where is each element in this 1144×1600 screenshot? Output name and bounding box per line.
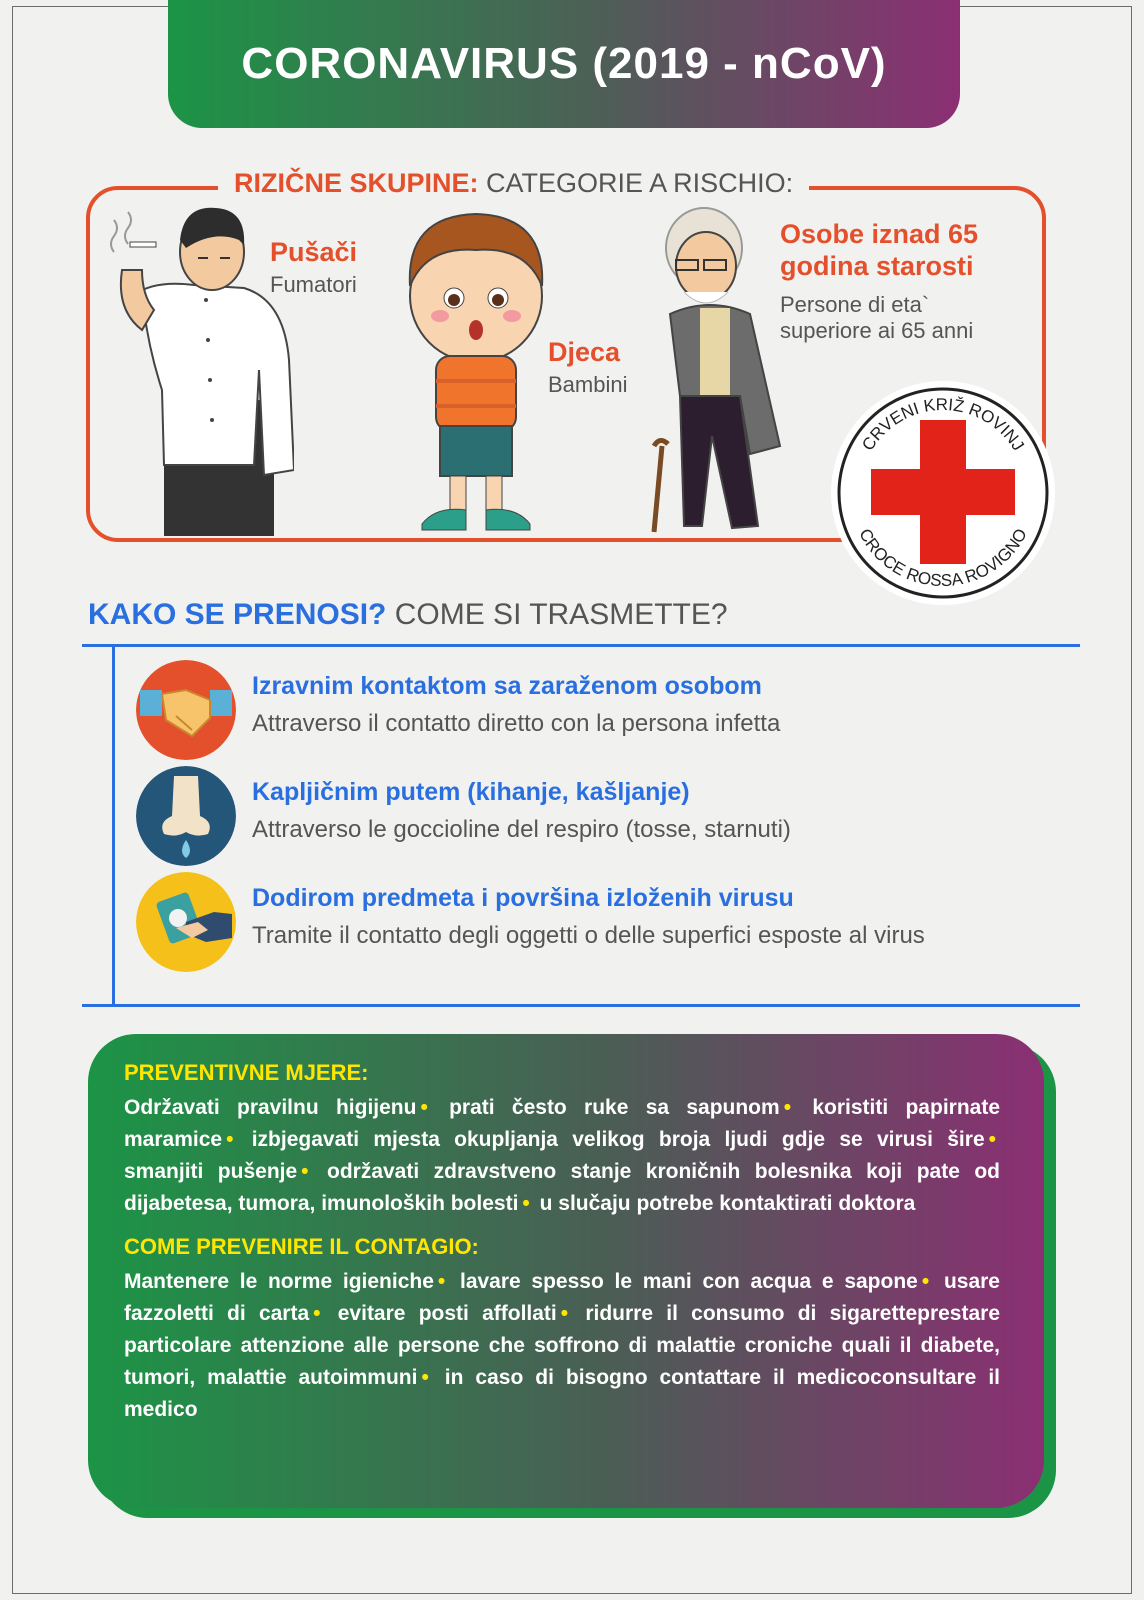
- red-cross-logo: [830, 380, 1056, 606]
- children-label-hr: Djeca: [548, 337, 621, 367]
- elderly-label-it-line1: Persone di eta`: [780, 292, 930, 317]
- prevention-heading-hr: PREVENTIVNE MJERE:: [124, 1060, 369, 1085]
- prevention-item-it: ridurre il consumo di sigaretteprestare particolare attenzione alle persone che soffrono di malattie croniche quali il diabete, tumori, malattie autoimmuni: [124, 1302, 1001, 1389]
- transmission-heading: [88, 598, 728, 632]
- transmission-item-hr: Dodirom predmeta i površina izloženih virusu: [252, 884, 794, 912]
- prevention-item-it: evitare posti affollati: [337, 1302, 557, 1325]
- transmission-heading-it: COME SI TRASMETTE?: [394, 598, 728, 631]
- transmission-item: [136, 872, 1076, 972]
- elderly-label-hr-line2: godina starosti: [780, 251, 974, 281]
- transmission-heading-hr: KAKO SE PRENOSI?: [88, 598, 387, 631]
- bullet-icon: •: [921, 1270, 930, 1293]
- logo-text-top: CRVENI KRIŽ ROVINJ: [858, 394, 1028, 455]
- elderly-label-hr-line1: Osobe iznad 65: [780, 219, 979, 249]
- children-label-it: Bambini: [548, 372, 628, 397]
- bullet-icon: •: [421, 1366, 429, 1389]
- prevention-item-hr: smanjiti pušenje: [124, 1160, 298, 1183]
- elderly-illustration: [640, 196, 800, 536]
- logo-text-bottom: CROCE ROSSA ROVIGNO: [855, 525, 1031, 591]
- transmission-item-hr: Izravnim kontaktom sa zaraženom osobom: [252, 672, 762, 700]
- transmission-item-hr: Kapljičnim putem (kihanje, kašljanje): [252, 778, 690, 806]
- bullet-icon: •: [783, 1096, 792, 1119]
- prevention-item-hr: izbjegavati mjesta okupljanja velikog broja ljudi gdje se virusi šire: [251, 1128, 985, 1151]
- elderly-label-it-line2: superiore ai 65 anni: [780, 318, 974, 343]
- transmission-bottom-rule: [82, 1004, 1080, 1007]
- prevention-item-hr: prati često ruke sa sapunom: [449, 1096, 780, 1119]
- transmission-item: [136, 766, 1076, 866]
- bullet-icon: •: [420, 1096, 428, 1119]
- smokers-label-it: Fumatori: [270, 272, 357, 297]
- smoker-illustration: [94, 200, 294, 536]
- page-title: CORONAVIRUS (2019 - nCoV): [241, 39, 887, 88]
- bullet-icon: •: [313, 1302, 321, 1325]
- bullet-icon: •: [560, 1302, 569, 1325]
- prevention-item-hr: održavati zdravstveno stanje kroničnih bolesnika koji pate od dijabetesa, tumora, imunoloških bolesti: [124, 1160, 1000, 1215]
- prevention-item-hr: Održavati pravilnu higijenu: [124, 1096, 417, 1119]
- prevention-item-it: in caso di bisogno contattare il medicoconsultare il medico: [124, 1366, 1000, 1421]
- smokers-label-hr: Pušači: [270, 237, 358, 267]
- transmission-side-rule: [112, 646, 115, 1004]
- prevention-item-it: lavare spesso le mani con acqua e sapone: [459, 1270, 918, 1293]
- prevention-item-hr: koristiti papirnate maramice: [124, 1096, 1000, 1151]
- prevention-item-it: usare fazzoletti di carta: [124, 1270, 1000, 1325]
- child-illustration: [396, 206, 556, 538]
- bullet-icon: •: [301, 1160, 309, 1183]
- title-banner: [168, 0, 960, 128]
- transmission-top-rule: [82, 644, 1080, 647]
- bullet-icon: •: [226, 1128, 234, 1151]
- risk-groups-heading: [218, 168, 809, 199]
- bullet-icon: •: [437, 1270, 446, 1293]
- transmission-item-it: Attraverso le goccioline del respiro (tosse, starnuti): [252, 816, 791, 843]
- bullet-icon: •: [522, 1192, 530, 1215]
- bullet-icon: •: [988, 1128, 996, 1151]
- prevention-item-hr: u slučaju potrebe kontaktirati doktora: [539, 1192, 916, 1215]
- risk-heading-it: CATEGORIE A RISCHIO:: [486, 168, 794, 198]
- hand-object-icon: [136, 872, 236, 972]
- risk-heading-hr: RIZIČNE SKUPINE:: [234, 168, 479, 198]
- transmission-item-it: Tramite il contatto degli oggetti o delle superfici esposte al virus: [252, 922, 925, 949]
- prevention-item-it: Mantenere le norme igieniche: [124, 1270, 434, 1293]
- handshake-icon: [136, 660, 236, 760]
- prevention-text-it: [124, 1266, 1000, 1426]
- transmission-item: [136, 660, 1076, 760]
- prevention-heading-it: COME PREVENIRE IL CONTAGIO:: [124, 1234, 479, 1259]
- prevention-box: [88, 1034, 1044, 1508]
- nose-droplet-icon: [136, 766, 236, 866]
- prevention-text-hr: [124, 1092, 1000, 1220]
- transmission-item-it: Attraverso il contatto diretto con la persona infetta: [252, 710, 781, 737]
